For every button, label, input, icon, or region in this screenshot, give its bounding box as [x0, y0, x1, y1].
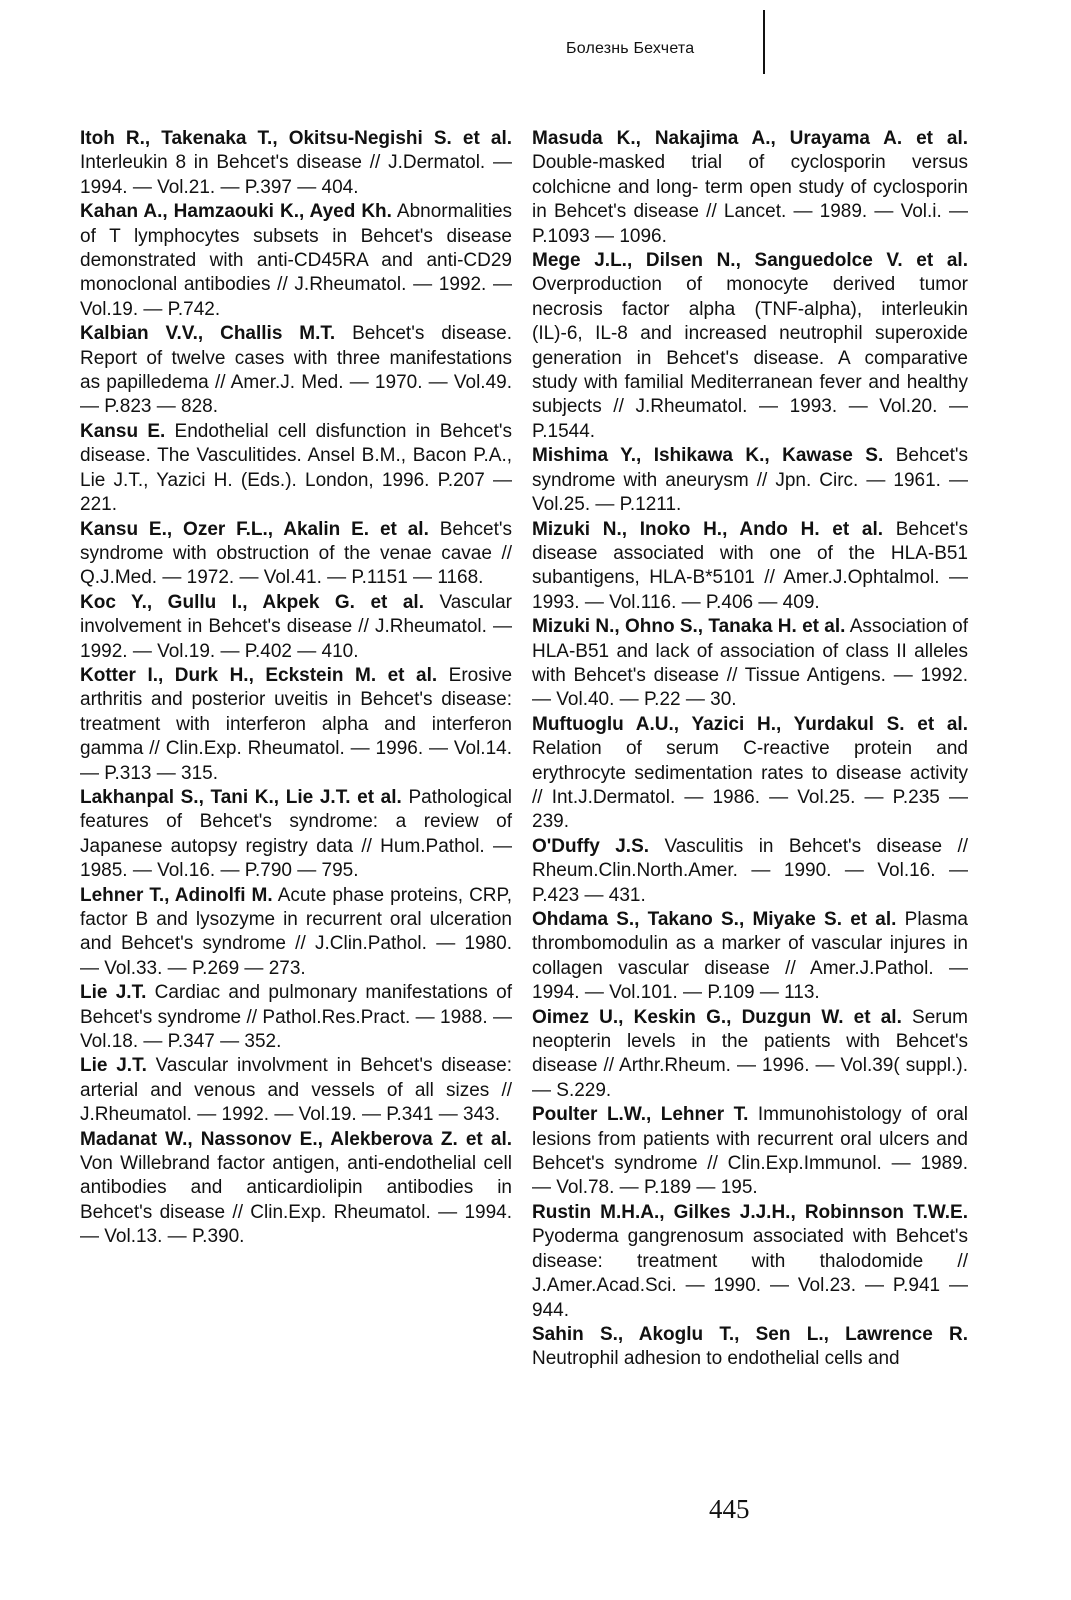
reference-authors: Lie J.T. — [80, 1055, 147, 1077]
reference-authors: Mizuki N., Ohno S., Tanaka H. et al. — [532, 616, 846, 638]
reference-entry — [532, 249, 968, 444]
reference-authors: Poulter L.W., Lehner T. — [532, 1104, 749, 1126]
reference-authors: Itoh R., Takenaka T., Okitsu-Negishi S. et al. — [80, 128, 512, 149]
reference-details: Interleukin 8 in Behcet's disease // J.Dermatol. — 1994. — Vol.21. — P.397 — 404. — [80, 152, 512, 198]
reference-entry — [532, 908, 968, 1006]
reference-details: Serum neopterin levels in the patients with Behcet's disease // Arthr.Rheum. — 1996. — Vol.39( suppl.). — S.229. — [532, 1006, 968, 1101]
reference-authors: Rustin M.H.A., Gilkes J.J.H., Robinnson T.W.E. — [532, 1201, 968, 1223]
reference-details: Behcet's disease associated with one of the HLA-B51 subantigens, HLA-B*5101 // Amer.J.Ophtalmol. — 1993. — Vol.116. — P.406 — 409. — [532, 518, 968, 613]
reference-entry — [532, 1323, 968, 1372]
reference-details: Behcet's syndrome with aneurysm // Jpn. Circ. — 1961. — Vol.25. — P.1211. — [532, 445, 968, 516]
reference-entry — [532, 713, 968, 835]
reference-authors: Kansu E. — [80, 420, 166, 442]
reference-authors: Sahin S., Akoglu T., Sen L., Lawrence R. — [532, 1323, 968, 1345]
reference-entry — [532, 1201, 968, 1323]
reference-details: Behcet's disease. Report of twelve cases with three manifestations as papilledema // Amer.J. Med. — 1970. — Vol.49. — P.823 — 828. — [80, 323, 512, 418]
reference-entry — [532, 615, 968, 713]
reference-authors: O'Duffy J.S. — [532, 835, 650, 857]
reference-authors: Lehner T., Adinolfi M. — [80, 884, 273, 906]
page-number: 445 — [709, 1494, 750, 1524]
reference-details: Abnormalities of T lymphocytes subsets in Behcet's disease demonstrated with anti-CD45RA and anti-CD29 monoclonal antibodies // J.Rheumatol. — 1992. — Vol.19. — P.742. — [80, 201, 513, 320]
reference-authors: Kotter I., Durk H., Eckstein M. et al. — [80, 664, 438, 686]
reference-details: Behcet's syndrome with obstruction of the venae cavae // Q.J.Med. — 1972. — Vol.41. — P.1151 — 1168. — [80, 518, 512, 589]
reference-authors: Muftuoglu A.U., Yazici H., Yurdakul S. et al. — [532, 713, 968, 735]
reference-details: Vascular involvement in Behcet's disease // J.Rheumatol. — 1992. — Vol.19. — P.402 — 410. — [80, 591, 513, 662]
reference-authors: Oimez U., Keskin G., Duzgun W. et al. — [532, 1006, 902, 1028]
reference-entry — [80, 1128, 512, 1250]
reference-entry — [80, 591, 512, 664]
reference-authors: Mizuki N., Inoko H., Ando H. et al. — [532, 518, 884, 540]
reference-details: Overproduction of monocyte derived tumor necrosis factor alpha (TNF-alpha), interleukin (IL)-6, IL-8 and increased neutrophil superoxide generation in Behcet's disease. A comparative study with familial Mediterranean fever and healthy subjects // J.Rheumatol. — 1993. — Vol.20. — P.1544. — [532, 274, 968, 442]
reference-authors: Ohdama S., Takano S., Miyake S. et al. — [532, 909, 897, 930]
reference-entry — [80, 664, 512, 786]
reference-details: Relation of serum C-reactive protein and erythrocyte sedimentation rates to disease activity // Int.J.Dermatol. — 1986. — Vol.25. — P.235 — 239. — [532, 738, 968, 833]
reference-authors: Madanat W., Nassonov E., Alekberova Z. et al. — [80, 1128, 512, 1150]
reference-details: Cardiac and pulmonary manifestations of Behcet's syndrome // Pathol.Res.Pract. — 1988. — Vol.18. — P.347 — 352. — [80, 982, 512, 1053]
reference-entry — [532, 1006, 968, 1104]
reference-authors: Kahan A., Hamzaouki K., Ayed Kh. — [80, 201, 392, 223]
reference-details: Vascular involvment in Behcet's disease: arterial and venous and vessels of all sizes // J.Rheumatol. — 1992. — Vol.19. — P.341 — 343. — [80, 1055, 513, 1126]
reference-authors: Kalbian V.V., Challis M.T. — [80, 323, 336, 345]
reference-entry — [532, 518, 968, 616]
reference-entry — [80, 884, 512, 982]
reference-details: Plasma thrombomodulin as a marker of vascular injures in collagen vascular disease // Amer.J.Pathol. — 1994. — Vol.101. — P.109 — 113. — [532, 909, 968, 1004]
reference-details: Acute phase proteins, CRP, factor B and lysozyme in recurrent oral ulceration and Behcet's syndrome // J.Clin.Pathol. — 1980. — Vol.33. — P.269 — 273. — [80, 884, 513, 979]
reference-details: Neutrophil adhesion to endothelial cells and — [532, 1348, 900, 1370]
reference-details: Immunohistology of oral lesions from patients with recurrent oral ulcers and Behcet's syndrome // Clin.Exp.Immunol. — 1989. — Vol.78. — P.189 — 195. — [532, 1104, 968, 1199]
reference-authors: Kansu E., Ozer F.L., Akalin E. et al. — [80, 518, 429, 540]
reference-details: Association of HLA-B51 and lack of association of class II alleles with Behcet's disease // Tissue Antigens. — 1992. — Vol.40. — P.22 — 30. — [532, 616, 969, 711]
reference-entry — [80, 518, 512, 591]
reference-details: Pathological features of Behcet's syndrome: a review of Japanese autopsy registry data // Hum.Pathol. — 1985. — Vol.16. — P.790 — 795. — [80, 786, 512, 882]
running-title: Болезнь Бехчета — [566, 40, 695, 57]
reference-details: Double-masked trial of cyclosporin versus colchicne and long- term open study of cyclosporin in Behcet's disease // Lancet. — 1989. — Vol.i. — P.1093 — 1096. — [532, 152, 968, 247]
reference-details: Pyoderma gangrenosum associated with Behcet's disease: treatment with thalodomide // J.Amer.Acad.Sci. — 1990. — Vol.23. — P.941 — 944. — [532, 1226, 968, 1321]
reference-entry — [80, 127, 512, 200]
reference-entry — [80, 981, 512, 1054]
reference-entry — [80, 786, 512, 884]
reference-column-left — [80, 127, 512, 1250]
reference-details: Von Willebrand factor antigen, anti-endothelial cell antibodies and anticardiolipin antibodies in Behcet's disease // Clin.Exp. Rheumatol. — 1994. — Vol.13. — P.390. — [80, 1153, 512, 1248]
header-rule — [763, 10, 765, 74]
reference-entry — [532, 127, 968, 249]
reference-entry — [532, 444, 968, 517]
reference-entry — [80, 200, 512, 322]
reference-entry — [80, 420, 512, 518]
reference-authors: Lakhanpal S., Tani K., Lie J.T. et al. — [80, 786, 402, 808]
reference-authors: Koc Y., Gullu I., Akpek G. et al. — [80, 591, 424, 613]
reference-entry — [532, 835, 968, 908]
reference-authors: Masuda K., Nakajima A., Urayama A. et al. — [532, 128, 968, 149]
reference-entry — [80, 322, 512, 420]
reference-authors: Mege J.L., Dilsen N., Sanguedolce V. et al. — [532, 250, 968, 272]
reference-details: Erosive arthritis and posterior uveitis in Behcet's disease: treatment with interferon alpha and interferon gamma // Clin.Exp. Rheumatol. — 1996. — Vol.14. — P.313 — 315. — [80, 664, 513, 784]
reference-authors: Mishima Y., Ishikawa K., Kawase S. — [532, 445, 884, 467]
reference-authors: Lie J.T. — [80, 982, 147, 1004]
reference-entry — [532, 1103, 968, 1201]
reference-details: Endothelial cell disfunction in Behcet's disease. The Vasculitides. Ansel B.M., Bacon P.A., Lie J.T., Yazici H. (Eds.). London, 1996. P.207 — 221. — [80, 420, 512, 516]
reference-entry — [80, 1054, 512, 1127]
reference-details: Vasculitis in Behcet's disease // Rheum.Clin.North.Amer. — 1990. — Vol.16. — P.423 — 431. — [532, 835, 969, 906]
reference-column-right — [532, 127, 968, 1372]
